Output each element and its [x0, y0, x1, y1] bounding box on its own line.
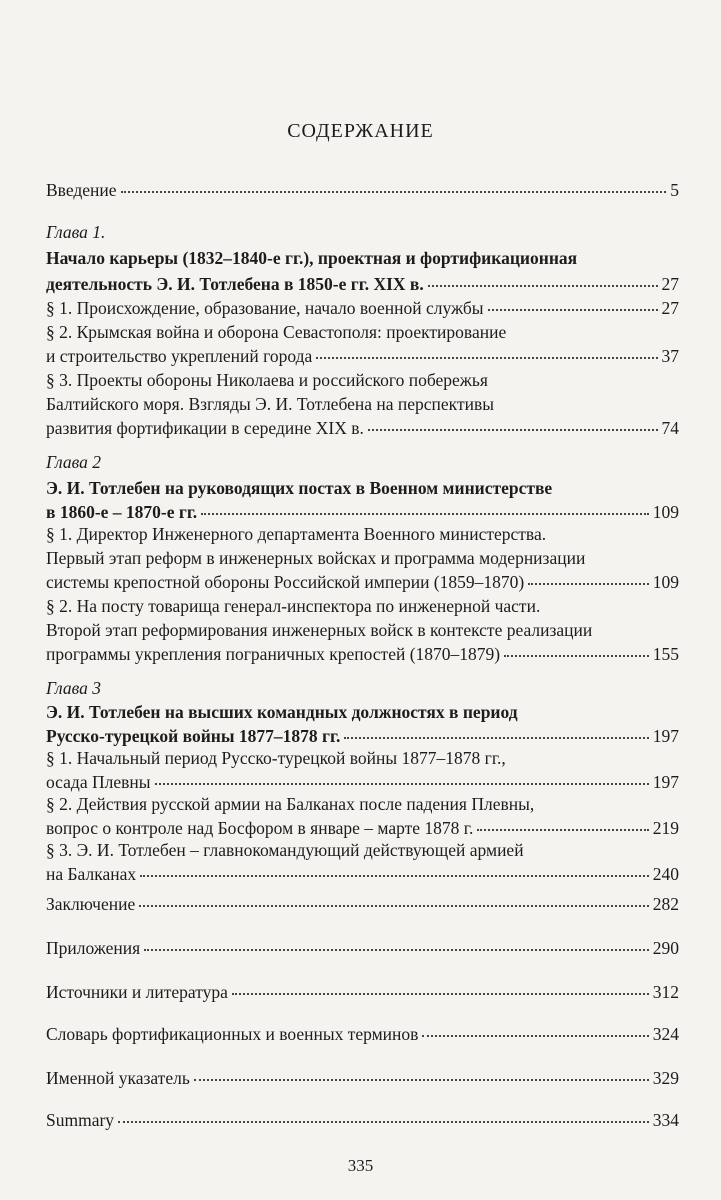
toc-entry-page: 334 — [652, 1110, 679, 1130]
chapter-1-section-1[interactable] — [46, 296, 679, 320]
toc-entry-text: на Балканах — [46, 864, 137, 884]
toc-entry-page: 290 — [652, 938, 679, 958]
chapter-2-heading-line-2[interactable] — [46, 500, 679, 524]
toc-entry-text: Именной указатель — [46, 1068, 190, 1088]
toc-entry-intro[interactable] — [46, 178, 679, 202]
chapter-2-section-1-line-2[interactable]: Первый этап реформ в инженерных войсках и программа модернизации — [46, 548, 586, 568]
leader-dots — [144, 948, 649, 951]
toc-entry-page: 197 — [652, 772, 679, 792]
leader-dots — [422, 1034, 648, 1037]
chapter-1-section-3-line-1[interactable]: § 3. Проекты обороны Николаева и российского побережья — [46, 370, 488, 390]
toc-entry-text: Источники и литература — [46, 982, 228, 1002]
toc-entry-page: 324 — [652, 1024, 679, 1044]
toc-entry-glossary[interactable] — [46, 1022, 679, 1046]
toc-entry-page: 37 — [661, 346, 679, 366]
leader-dots — [428, 284, 658, 287]
chapter-3-section-3-line-1[interactable]: § 3. Э. И. Тотлебен – главнокомандующий действующей армией — [46, 840, 524, 860]
chapter-3-section-3-line-2[interactable] — [46, 862, 679, 886]
chapter-2-section-2-line-1[interactable]: § 2. На посту товарища генерал-инспектора по инженерной части. — [46, 596, 541, 616]
toc-entry-text: программы укрепления пограничных крепостей (1870–1879) — [46, 644, 501, 664]
leader-dots — [477, 828, 648, 831]
chapter-2-section-2-line-3[interactable] — [46, 642, 679, 666]
toc-entry-page: 5 — [670, 180, 679, 200]
toc-entry-text: Заключение — [46, 894, 136, 914]
chapter-2-label: Глава 2 — [46, 452, 101, 472]
page-number: 335 — [347, 1156, 374, 1175]
chapter-3-section-2-line-2[interactable] — [46, 816, 679, 840]
chapter-2-heading-line-1[interactable]: Э. И. Тотлебен на руководящих постах в Военном министерстве — [46, 478, 553, 498]
toc-entry-page: 109 — [652, 572, 679, 592]
chapter-1-section-3-line-2[interactable]: Балтийского моря. Взгляды Э. И. Тотлебена на перспективы — [46, 394, 494, 414]
chapter-3-section-2-line-1[interactable]: § 2. Действия русской армии на Балканах после падения Плевны, — [46, 794, 535, 814]
leader-dots — [155, 782, 649, 785]
chapter-1-heading-line-2[interactable] — [46, 272, 679, 296]
toc-entry-summary[interactable] — [46, 1108, 679, 1132]
toc-title: СОДЕРЖАНИЕ — [287, 120, 434, 142]
chapter-2-section-1-line-3[interactable] — [46, 570, 679, 594]
toc-entry-page: 74 — [661, 418, 679, 438]
chapter-3-heading-line-1[interactable]: Э. И. Тотлебен на высших командных должностях в период — [46, 702, 518, 722]
leader-dots — [201, 512, 649, 515]
chapter-1-label: Глава 1. — [46, 222, 106, 242]
toc-entry-page: 240 — [652, 864, 679, 884]
toc-entry-text: системы крепостной обороны Российской империи (1859–1870) — [46, 572, 525, 592]
chapter-1-section-3-line-3[interactable] — [46, 416, 679, 440]
toc-entry-page: 312 — [652, 982, 679, 1002]
toc-entry-text: в 1860-е – 1870-е гг. — [46, 502, 198, 522]
chapter-2-section-2-line-2[interactable]: Второй этап реформирования инженерных войск в контексте реализации — [46, 620, 593, 640]
leader-dots — [232, 992, 649, 995]
toc-entry-page: 219 — [652, 818, 679, 838]
chapter-1-section-2-line-1[interactable]: § 2. Крымская война и оборона Севастополя: проектирование — [46, 322, 507, 342]
toc-entry-page: 109 — [652, 502, 679, 522]
toc-entry-text: § 1. Происхождение, образование, начало военной службы — [46, 298, 484, 318]
chapter-3-section-1-line-2[interactable] — [46, 770, 679, 794]
chapter-2-section-1-line-1[interactable]: § 1. Директор Инженерного департамента Военного министерства. — [46, 524, 547, 544]
chapter-3-heading-line-2[interactable] — [46, 724, 679, 748]
toc-entry-page: 329 — [652, 1068, 679, 1088]
toc-entry-text: Приложения — [46, 938, 141, 958]
leader-dots — [121, 190, 667, 193]
toc-entry-text: Summary — [46, 1110, 115, 1130]
leader-dots — [139, 904, 649, 907]
toc-entry-text: вопрос о контроле над Босфором в январе – марте 1878 г. — [46, 818, 474, 838]
leader-dots — [344, 736, 648, 739]
toc-entry-text: и строительство укреплений города — [46, 346, 313, 366]
toc-entry-sources[interactable] — [46, 980, 679, 1004]
leader-dots — [140, 874, 649, 877]
leader-dots — [528, 582, 649, 585]
toc-entry-text: осада Плевны — [46, 772, 151, 792]
toc-entry-appendices[interactable] — [46, 936, 679, 960]
chapter-1-heading-line-1[interactable]: Начало карьеры (1832–1840-е гг.), проектная и фортификационная — [46, 248, 578, 268]
toc-entry-text: Русско-турецкой войны 1877–1878 гг. — [46, 726, 341, 746]
chapter-3-section-1-line-1[interactable]: § 1. Начальный период Русско-турецкой войны 1877–1878 гг., — [46, 748, 506, 768]
toc-entry-page: 197 — [652, 726, 679, 746]
toc-entry-conclusion[interactable] — [46, 892, 679, 916]
leader-dots — [194, 1078, 649, 1081]
toc-entry-text: деятельность Э. И. Тотлебена в 1850-е гг. XIX в. — [46, 274, 424, 294]
leader-dots — [504, 654, 649, 657]
toc-entry-text: Введение — [46, 180, 117, 200]
chapter-3-label: Глава 3 — [46, 678, 101, 698]
toc-entry-page: 282 — [652, 894, 679, 914]
leader-dots — [118, 1120, 649, 1123]
toc-entry-text: Словарь фортификационных и военных терминов — [46, 1024, 419, 1044]
toc-entry-page: 27 — [661, 298, 679, 318]
toc-entry-page: 155 — [652, 644, 679, 664]
toc-entry-text: развития фортификации в середине XIX в. — [46, 418, 364, 438]
chapter-1-section-2-line-2[interactable] — [46, 344, 679, 368]
leader-dots — [316, 356, 657, 359]
leader-dots — [488, 308, 658, 311]
leader-dots — [368, 428, 658, 431]
toc-entry-index[interactable] — [46, 1066, 679, 1090]
toc-entry-page: 27 — [661, 274, 679, 294]
